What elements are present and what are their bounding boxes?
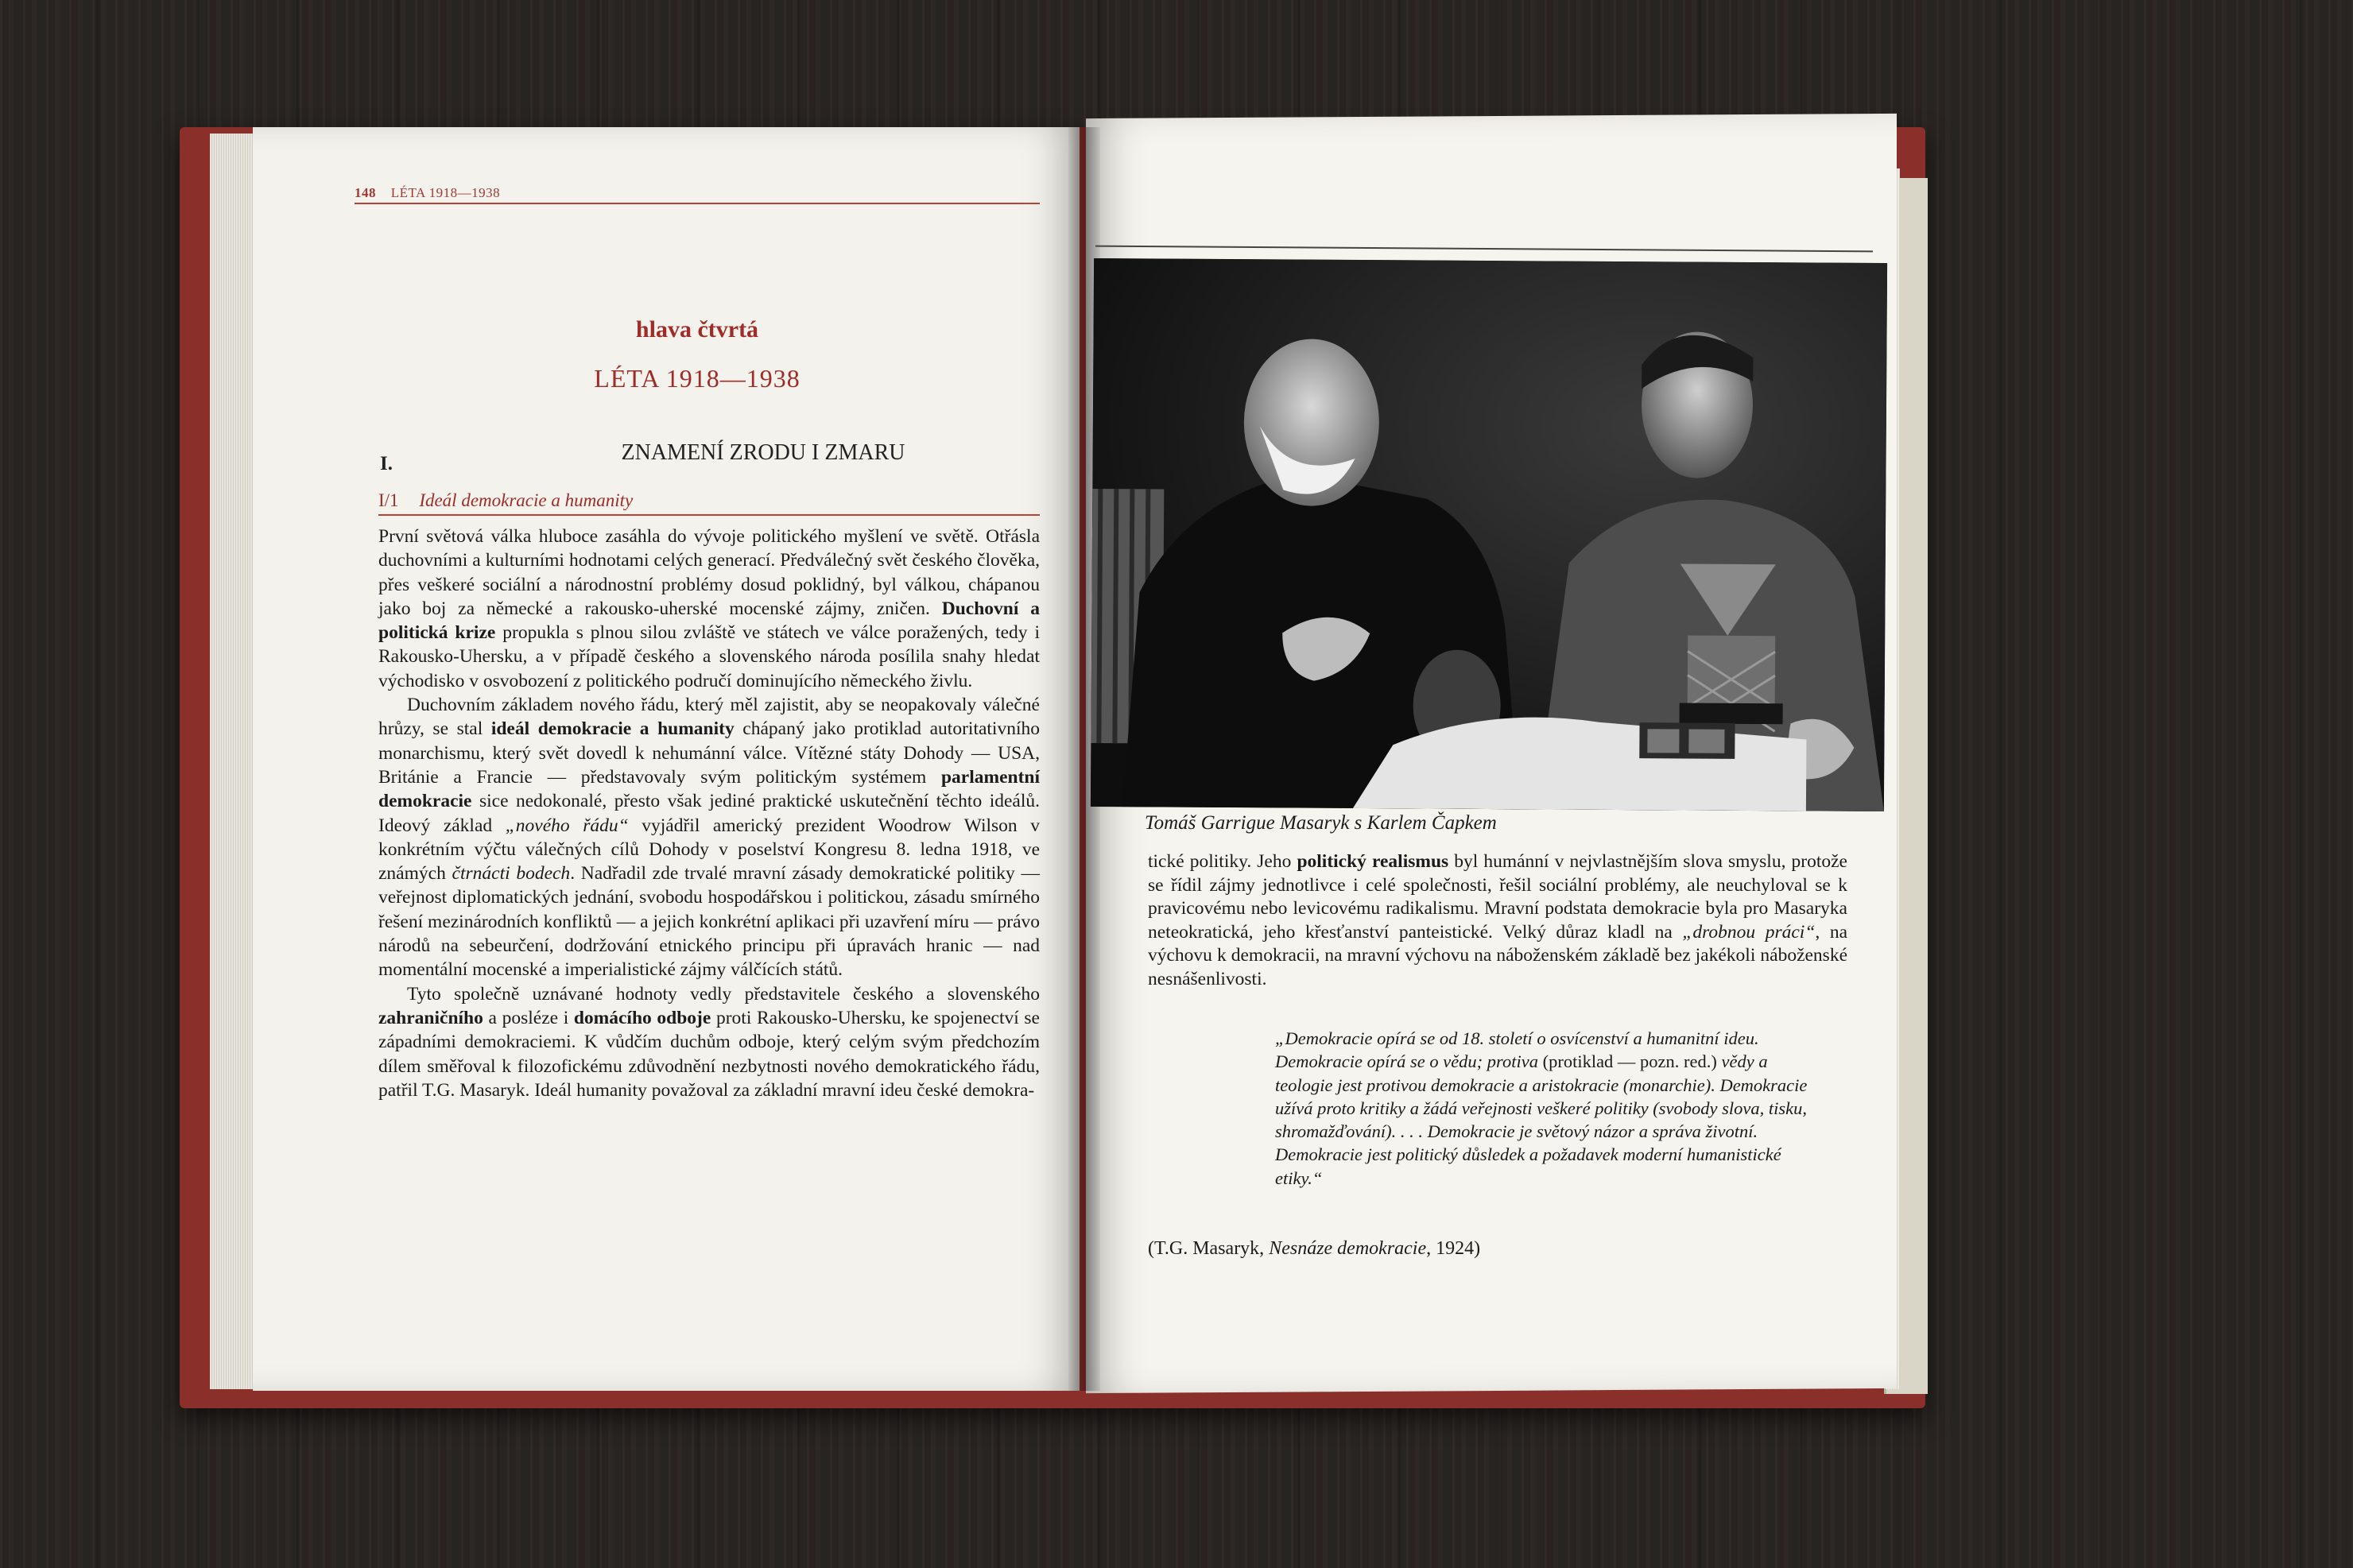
bold-term: domácího odboje [573, 1007, 711, 1028]
italic-term: Nesnáze demokracie [1269, 1238, 1427, 1259]
text-run: . Nadřadil zde trvalé mravní zásady demokratické politiky — veřejnost diplomatických jednání, svobodu hospodářskou i politickou, zásadu smírného řešení mezinárodních konfliktů — a jejich konkrétní aplikaci při uzavření míru — právo národů na sebeurčení, dodržování etnického principu při úpravách hranic — nad momentální mocenské a imperialistické zájmy válčících států. [378, 863, 1040, 981]
text-run: (protiklad — pozn. red.) [1542, 1051, 1717, 1072]
bold-term: zahraničního [378, 1007, 483, 1028]
text-run: sice nedokonalé, přesto však jediné praktické uskutečnění těchto ideálů. Ideový základ [378, 791, 1040, 836]
text-run: První světová válka hluboce zasáhla do vývoje politického myšlení ve světě. Otřásla duchovními a kulturními hodnotami celých generací. Předválečný svět českého člověka, přes veškeré sociální a národnostní problémy dosud poklidný, byl válkou, chápanou jako boj za německé a rakousko-uherské mocenské zájmy, zničen. [378, 526, 1040, 619]
section-number: I. [380, 453, 393, 474]
chapter-label: hlava čtvrtá [635, 316, 759, 343]
text-run: , na výchovu k demokracii, na mravní výchovu na náboženském základě bez jakékoli náboženské nesnášenlivosti. [1148, 921, 1847, 989]
subsection-title: Ideál demokracie a humanity [419, 490, 634, 510]
paragraph [1148, 850, 1847, 991]
text-run: proti Rakousko-Uhersku, ke spojenectví se západními demokraciemi. K vůdčím duchům odboje, který celým svým předchozím dílem směřoval k filozofickému zdůvodnění nezbytnosti nového demokratického řádu, patřil T.G. Masaryk. Ideál humanity považoval za základní mravní ideu české demokra- [378, 1007, 1040, 1101]
photo-image [1091, 258, 1887, 811]
italic-term: „drobnou práci“ [1682, 921, 1816, 943]
chapter-title: LÉTA 1918—1938 [594, 364, 800, 393]
italic-term: „nového řádu“ [505, 815, 629, 836]
left-page-stack [210, 134, 258, 1389]
text-run: Duchovním základem nového řádu, který měl zajistit, aby se neopakovaly válečné hrůzy, se stal [378, 695, 1040, 740]
text-run: tické politiky. Jeho [1148, 851, 1297, 872]
italic-term: čtrnácti bodech [452, 863, 571, 885]
bold-term: parlamentní demokracie [378, 766, 1040, 812]
text-run: , 1924) [1426, 1238, 1481, 1259]
page-number: 148 [355, 185, 376, 200]
paragraph [378, 693, 1040, 982]
paragraph [378, 982, 1040, 1102]
running-head-title: LÉTA 1918—1938 [390, 185, 501, 200]
bold-term: politický realismus [1297, 851, 1449, 872]
photo-masaryk-capek [1091, 258, 1887, 811]
text-run: a posléze i [483, 1007, 574, 1028]
text-run: vědy a teologie jest protivou demokracie a aristokracie (monarchie). Demokracie užívá proto kritiky a žádá veřejnosti veškeré politiky (svobody slova, tisku, shromažďování). . . . Demokracie je světový názor a správa životní. Demokracie jest politický důsledek a požadavek moderní humanistické etiky.“ [1275, 1051, 1808, 1188]
quote-source [1148, 1238, 1847, 1260]
right-body-text [1148, 850, 1847, 991]
subsection-heading [378, 490, 1040, 516]
masaryk-quote [1275, 1027, 1827, 1190]
bold-term: Duchovní a politická krize [378, 598, 1040, 644]
paragraph [378, 525, 1040, 693]
left-body-text [378, 525, 1040, 1102]
text-run: vyjádřil americký prezident Woodrow Wilson v konkrétním výčtu válečných cílů Dohody v poselství Kongresu 8. ledna 1918, ve známých [378, 815, 1040, 885]
section-title: ZNAMENÍ ZRODU I ZMARU [621, 440, 905, 465]
running-head [355, 185, 1040, 204]
text-run: Tyto společně uznávané hodnoty vedly představitele českého a slovenského [407, 983, 1040, 1005]
subsection-number: I/1 [378, 490, 399, 510]
bold-term: ideál demokracie a humanity [490, 718, 735, 740]
photo-caption: Tomáš Garrigue Masaryk s Karlem Čapkem [1145, 812, 1497, 834]
text-run: chápaný jako protiklad autoritativního monarchismu, který svět dovedl k nehumánní válce. Vítězné státy Dohody — USA, Británie a Francie — představovaly svým politickým systémem [378, 718, 1040, 788]
text-run: „Demokracie opírá se od 18. století o osvícenství a humanitní ideu. Demokracie opírá se o vědu; protiva [1275, 1028, 1759, 1072]
text-run: byl humánní v nejvlastnějším slova smyslu, protože se řídil zájmy jednotlivce i celé společnosti, řešil sociální problémy, ale neuchyloval se k pravicovému nebo levicovému radikalismu. Mravní podstata demokracie byla pro Masaryka neteokratická, jeho křesťanství panteistické. Velký důraz kladl na [1148, 851, 1847, 943]
text-run: propukla s plnou silou zvláště ve státech ve válce poražených, tedy i Rakousko-Uhersku, a v případě českého a slovenského národa posílila snahy hledat východisko v osvobození z politického područí dominujícího německého živlu. [378, 622, 1040, 691]
text-run: (T.G. Masaryk, [1148, 1238, 1270, 1259]
